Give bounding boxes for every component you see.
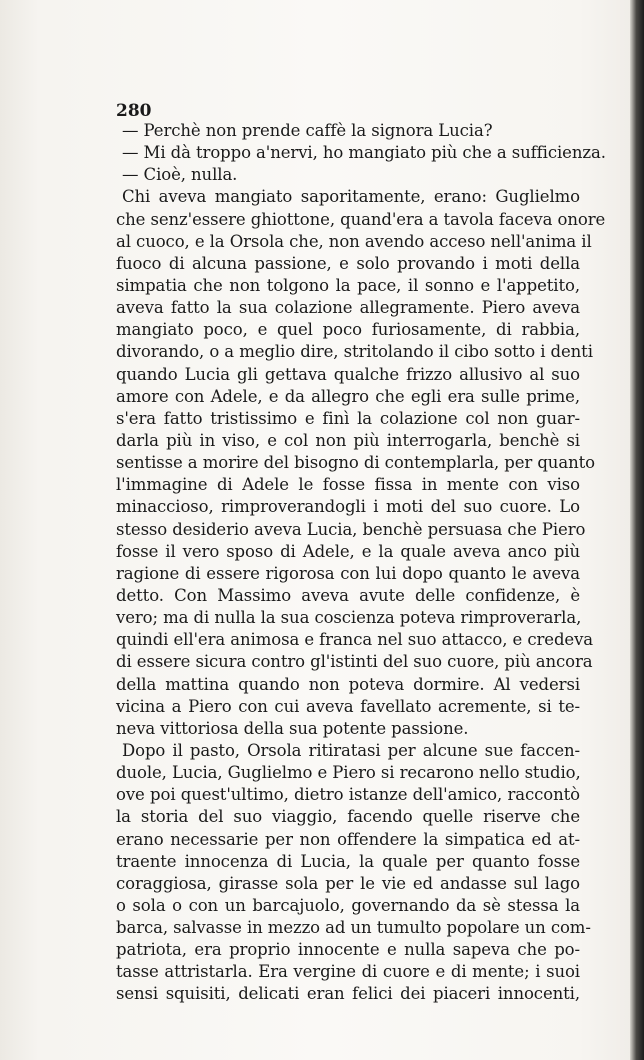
text-line: della mattina quando non poteva dormire. Al vedersi xyxy=(116,674,580,694)
body-text xyxy=(116,120,606,1006)
text-line: darla più in viso, e col non più interrogarla, benchè si xyxy=(116,430,580,450)
text-line: coraggiosa, girasse sola per le vie ed andasse sul lago xyxy=(116,873,580,893)
text-line: aveva fatto la sua colazione allegramente. Piero aveva xyxy=(116,298,580,318)
text-line: mangiato poco, e quel poco furiosamente, di rabbia, xyxy=(116,320,580,340)
text-line: traente innocenza di Lucia, la quale per quanto fosse xyxy=(116,851,580,871)
text-line: — Mi dà troppo a'nervi, ho mangiato più che a sufficienza. xyxy=(122,143,606,163)
text-line: — Perchè non prende caffè la signora Lucia? xyxy=(122,121,493,140)
text-line: detto. Con Massimo aveva avute delle confidenze, è xyxy=(116,585,580,605)
text-line: la storia del suo viaggio, facendo quelle riserve che xyxy=(116,807,580,827)
text-line: ragione di essere rigorosa con lui dopo quanto le aveva xyxy=(116,563,580,583)
text-line: Chi aveva mangiato saporitamente, erano: Guglielmo xyxy=(122,187,580,207)
text-line: divorando, o a meglio dire, stritolando il cibo sotto i denti xyxy=(116,342,593,362)
text-line: vicina a Piero con cui aveva favellato acremente, si te- xyxy=(116,696,580,716)
text-line: sentisse a morire del bisogno di contemplarla, per quanto xyxy=(116,453,595,473)
text-line: ove poi quest'ultimo, dietro istanze dell'amico, raccontò xyxy=(116,785,580,805)
text-line: Dopo il pasto, Orsola ritiratasi per alcune sue faccen- xyxy=(122,740,580,760)
book-spine-edge xyxy=(630,0,644,1060)
text-line: erano necessarie per non offendere la simpatica ed at- xyxy=(116,829,580,849)
text-line: o sola o con un barcajuolo, governando da sè stessa la xyxy=(116,895,580,915)
text-line: — Cioè, nulla. xyxy=(122,165,238,185)
text-line: vero; ma di nulla la sua coscienza poteva rimproverarla, xyxy=(116,608,582,628)
page-number: 280 xyxy=(116,101,152,121)
text-line: sensi squisiti, delicati eran felici dei piaceri innocenti, xyxy=(116,984,580,1004)
text-line: quando Lucia gli gettava qualche frizzo allusivo al suo xyxy=(116,364,580,384)
text-line: simpatia che non tolgono la pace, il sonno e l'appetito, xyxy=(116,275,580,295)
text-line: minaccioso, rimproverandogli i moti del suo cuore. Lo xyxy=(116,497,580,517)
text-line: che senz'essere ghiottone, quand'era a tavola faceva onore xyxy=(116,209,606,229)
text-line: al cuoco, e la Orsola che, non avendo acceso nell'anima il xyxy=(116,231,592,251)
text-line: stesso desiderio aveva Lucia, benchè persuasa che Piero xyxy=(116,519,586,539)
text-line: di essere sicura contro gl'istinti del suo cuore, più ancora xyxy=(116,652,593,672)
text-line: patriota, era proprio innocente e nulla sapeva che po- xyxy=(116,940,580,960)
text-line: neva vittoriosa della sua potente passione. xyxy=(116,718,469,738)
text-line: fuoco di alcuna passione, e solo provando i moti della xyxy=(116,253,580,273)
text-line: s'era fatto tristissimo e finì la colazione col non guar- xyxy=(116,408,580,428)
text-line: duole, Lucia, Guglielmo e Piero si recarono nello studio, xyxy=(116,763,581,783)
text-line: fosse il vero sposo di Adele, e la quale aveva anco più xyxy=(116,541,580,561)
text-line: quindi ell'era animosa e franca nel suo attacco, e credeva xyxy=(116,630,594,650)
text-line: barca, salvasse in mezzo ad un tumulto popolare un com- xyxy=(116,918,591,938)
text-line: l'immagine di Adele le fosse fissa in mente con viso xyxy=(116,475,580,495)
text-line: amore con Adele, e da allegro che egli era sulle prime, xyxy=(116,386,580,406)
text-line: tasse attristarla. Era vergine di cuore e di mente; i suoi xyxy=(116,962,580,982)
